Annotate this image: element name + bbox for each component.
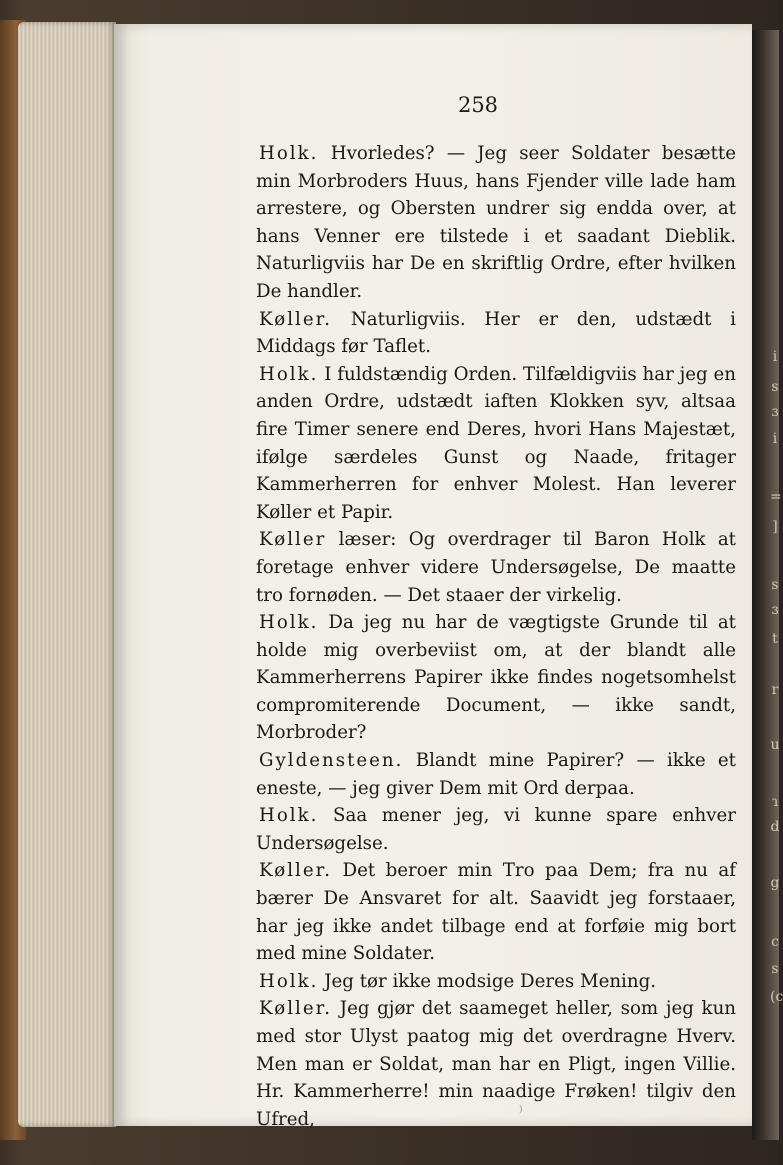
paragraph — [256, 526, 736, 609]
edge-glyph: ɿ — [771, 794, 779, 810]
speaker-name: Køller. — [259, 860, 333, 882]
edge-glyph: s — [771, 379, 779, 395]
paragraph-text: I fuldstændig Orden. Tilfældigviis har jeg en anden Ordre, udstædt iaften Klokken syv, altsaa fire Timer senere end Deres, hvori Hans Majestæt, ifølge særdeles Gunst og Naade, fritager Kammerherren for enhver Molest. Han leverer Køller et Papir. — [256, 363, 736, 523]
speaker-name: Holk. — [259, 143, 319, 164]
paragraph-text: Jeg gjør det saameget heller, som jeg kun med stor Ulyst paatog mig det overdragne Hverv. Men man er Soldat, man har en Pligt, ingen Villie. Hr. Kammerherre! min naadige Frøken! tilgiv den Ufred, — [256, 998, 736, 1130]
edge-glyph: s — [771, 961, 779, 977]
speaker-name: Holk. — [259, 970, 319, 992]
paragraph — [256, 361, 736, 527]
speaker-name: Gyldensteen. — [259, 750, 404, 772]
page-number: 258 — [457, 93, 499, 117]
edge-glyph: = — [770, 489, 782, 505]
edge-glyph: c — [771, 934, 779, 950]
edge-glyph: d — [770, 819, 780, 835]
speaker-name: Holk. — [259, 612, 319, 634]
edge-glyph: s — [771, 577, 779, 593]
paragraph-text: læser: Og overdrager til Baron Holk at foretage enhver videre Undersøgelse, De maatte tro fornøden. — Det staaer der virkelig. — [256, 529, 736, 606]
edge-glyph: u — [770, 737, 780, 753]
paragraph — [256, 968, 736, 996]
edge-glyph: g — [770, 875, 780, 891]
paragraph-text: Det beroer min Tro paa Dem; fra nu af bærer De Ansvaret for alt. Saavidt jeg forstaaer, har jeg ikke andet tilbage end at forføie mig bort med mine Soldater. — [256, 860, 736, 965]
paragraph — [256, 802, 736, 857]
paragraph — [256, 995, 736, 1133]
stray-mark: ) — [519, 1105, 523, 1115]
speaker-name: Køller — [259, 529, 327, 551]
paragraph-text: Saa mener jeg, vi kunne spare enhver Undersøgelse. — [256, 805, 736, 854]
edge-glyph: i — [772, 431, 778, 447]
paragraph-text: Jeg tør ikke modsige Deres Mening. — [324, 970, 656, 992]
paragraph — [256, 747, 736, 802]
page-text — [256, 140, 736, 1133]
speaker-name: Holk. — [259, 805, 319, 827]
edge-glyph: t — [772, 631, 778, 647]
paragraph — [256, 857, 736, 967]
speaker-name: Køller. — [259, 998, 333, 1020]
edge-glyph: ɜ — [771, 602, 779, 618]
edge-glyph: i — [772, 349, 778, 365]
edge-glyph: ɜ — [771, 404, 779, 420]
speaker-name: Køller. — [259, 308, 333, 330]
speaker-name: Holk. — [259, 363, 319, 385]
paragraph — [256, 140, 736, 306]
paragraph-text: Naturligviis. Her er den, udstædt i Middags før Taflet. — [256, 308, 736, 358]
edge-glyph: (c — [770, 989, 783, 1005]
paragraph-text: Blandt mine Papirer? — ikke et eneste, — jeg giver Dem mit Ord derpaa. — [256, 750, 736, 799]
page-stack-edge — [18, 22, 116, 1127]
edge-glyph: ] — [772, 519, 778, 535]
paragraph-text: Hvorledes? — Jeg seer Soldater besætte min Morbroders Huus, hans Fjender ville lade ham arrestere, og Obersten undrer sig endda over, at hans Venner ere tilstede i et saadant Dieblik. Naturligviis har De en skriftlig Ordre, efter hvilken De handler. — [256, 143, 736, 302]
paragraph — [256, 609, 736, 747]
edge-glyph: r — [771, 682, 779, 698]
paragraph-text: Da jeg nu har de vægtigste Grunde til at holde mig overbeviist om, at der blandt alle Kammerherrens Papirer ikke findes nogetsomhelst compromiterende Document, — ikke sandt, Morbroder? — [256, 612, 736, 744]
paragraph — [256, 306, 736, 361]
